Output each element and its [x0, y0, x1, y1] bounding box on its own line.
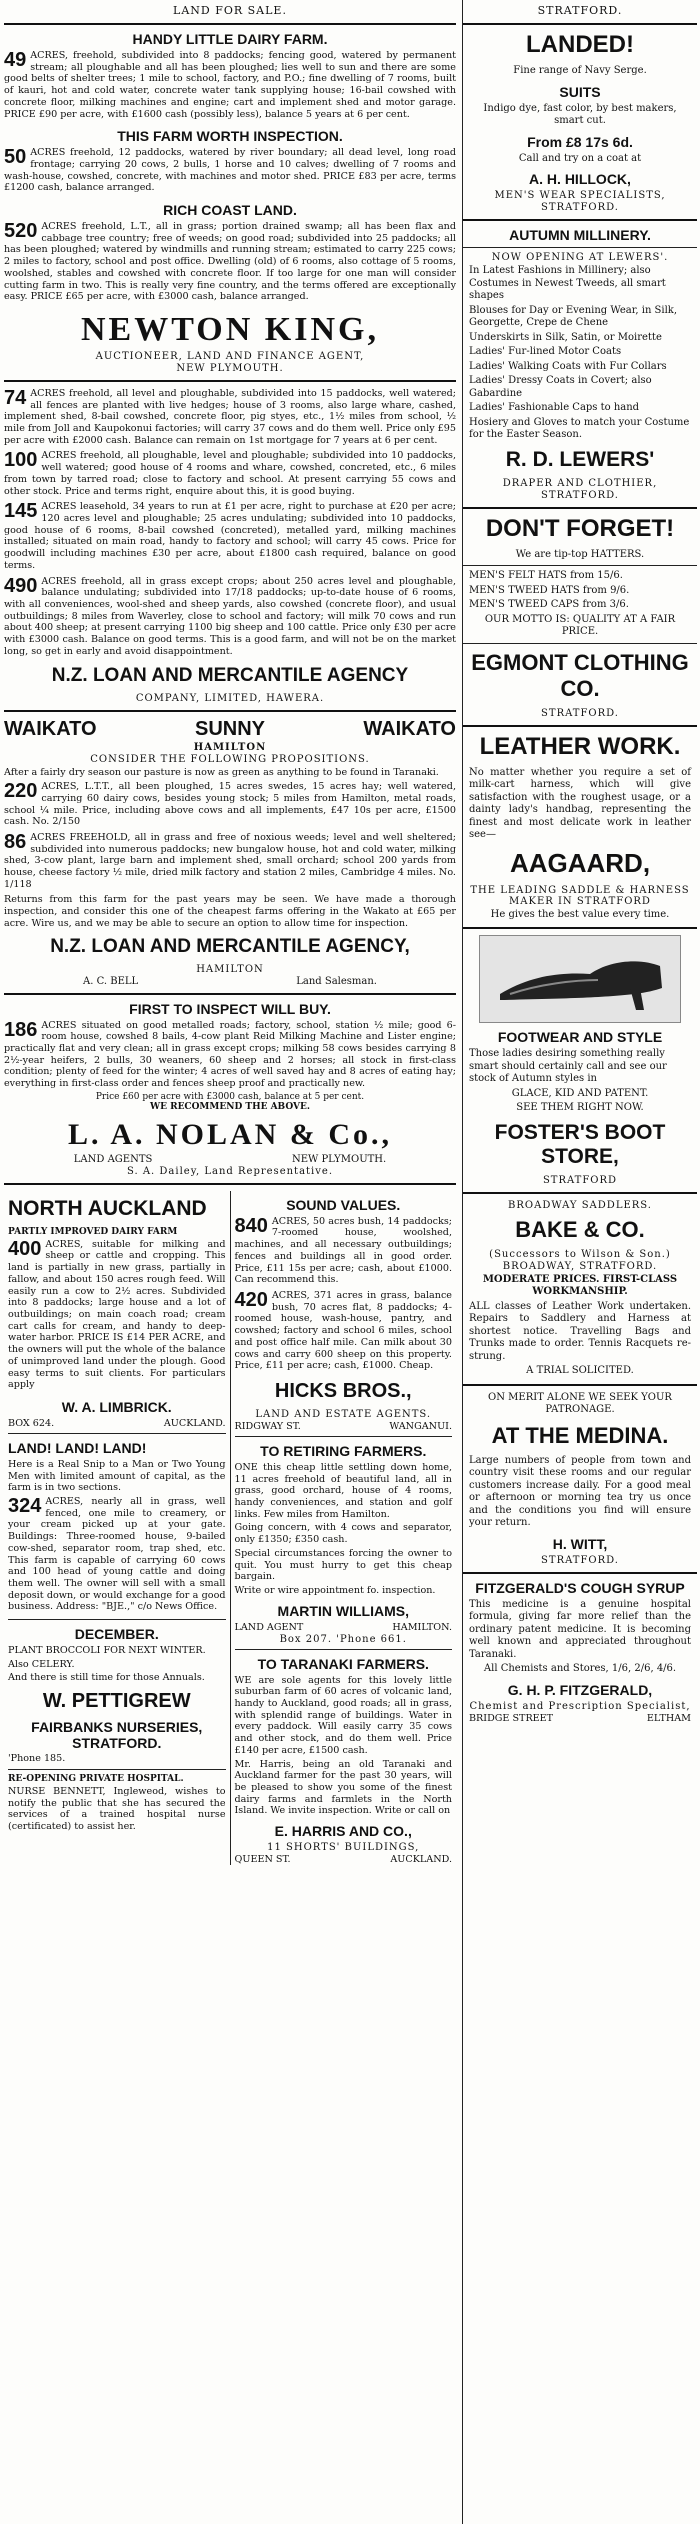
sunny-word: SUNNY: [194, 718, 265, 741]
acre-number: 86: [4, 830, 27, 853]
nolan-agents: LAND AGENTS: [73, 1153, 153, 1165]
witt-name: H. WITT,: [552, 1535, 608, 1552]
hicks-addr: RIDGWAY ST.: [234, 1420, 301, 1432]
retiring-title: TO RETIRING FARMERS.: [260, 1442, 427, 1459]
autumn-title: AUTUMN MILLINERY.: [509, 227, 651, 243]
column-header: LAND FOR SALE.: [173, 4, 287, 17]
waikato-outro: Returns from this farm for the past years may be seen. We have made a thorough inspection, and consider this one of the cheapest farms offering in the Wakato at £65 per acre. Wire us, and we may be able to secure an option to allow time for inspection.: [4, 894, 456, 929]
foster-ad: [463, 935, 697, 1186]
footwear-text: Those ladies desiring something really smart should certainly call and see our stock of Autumn styles in: [469, 1048, 667, 1084]
acre-number: 400: [8, 1237, 42, 1260]
taranaki-text: WE are sole agents for this lovely little suburban farm of 60 acres of volcanic land, handy to Auckland, good roads; all in grass, with splendid range of buildings. Water in every paddock. Will easily carry 35 cows and other stock, and do them well. Price £140 per acre, £1500 cash.: [234, 1674, 452, 1756]
autumn-line: In Latest Fashions in Millinery; also Costumes in Newest Tweeds, all smart shapes: [469, 265, 666, 301]
landed-line-3: Call and try on a coat at: [518, 152, 642, 164]
limbrick-city: AUCKLAND.: [163, 1417, 226, 1429]
bake-text: ALL classes of Leather Work undertaken. Repairs to Saddlery and Harness at shortest notice. Travelling Bags and Trunks made to order. Tennis Racquets re-strung.: [469, 1300, 691, 1362]
fitzgerald-street: BRIDGE STREET: [469, 1712, 554, 1724]
retiring-text: ONE this cheap little settling down home, 11 acres freehold of beautiful land, all in grass, good orchard, house of 4 rooms, handy conveniences, and station and golf links. Few miles from Hamilton.: [234, 1461, 452, 1520]
lewers-town: STRATFORD.: [541, 489, 619, 501]
harris-street: QUEEN ST.: [234, 1854, 291, 1866]
hillock-ad: [463, 31, 697, 213]
acre-number: 186: [4, 1018, 38, 1041]
harris-city: AUCKLAND.: [390, 1854, 452, 1866]
pettigrew-name: W. PETTIGREW: [42, 1690, 191, 1713]
hospital-text: NURSE BENNETT, Ingleweod, wishes to notify the public that she has secured the services of a trained hospital nurse (certificated) to assist her.: [8, 1785, 226, 1832]
autumn-line: Ladies' Fashionable Caps to hand: [469, 402, 640, 413]
aagaard-sub: THE LEADING SADDLE & HARNESS MAKER IN STRATFORD: [470, 884, 690, 907]
ad-text: ACRES freehold, all ploughable, level and ploughable; subdivided into 10 paddocks, well watered; good house of 4 rooms and whare, cowshed, concreted, etc., 6 miles from town by tarred road; close to factory and school. At present carrying 55 cows and other stock. Price and terms right, enquire about this, it is good buying.: [4, 450, 456, 497]
ad-title: RICH COAST LAND.: [163, 202, 297, 219]
medina-title: AT THE MEDINA.: [491, 1422, 669, 1448]
hillock-sub: MEN'S WEAR SPECIALISTS,: [494, 190, 666, 201]
autumn-line: Hosiery and Gloves to match your Costume for the Easter Season.: [469, 416, 690, 440]
lewers-ad: [463, 227, 697, 501]
bottom-grid: [4, 1191, 456, 1865]
ad-text: ACRES leasehold, 34 years to run at £1 per acre, right to purchase at £20 per acre; 120 acres level and ploughable; 25 acres undulating; subdivided into 10 paddocks, good house of 6 rooms, 8-bail cowshed (concreted), metalled yard, milking machines installed; situated on main road, handy to factory and school; will carry 45 cows. Price for goodwill including machines £30 per acre, about £1800 cash required, balance on good terms.: [4, 501, 456, 571]
ad-text: ACRES freehold, all level and ploughable, subdivided into 15 paddocks, well watered; all fences are planted with live hedges; house of 3 rooms, also large whare, cashed, implement shed, 8-bail cowshed, concrete floor, pig styes, etc., 1½ miles from school, ½ mile from Joll and Kaupokonui factories; will carry 37 cows and do them well. Price only £95 per acre with £2000 cash. Balance can remain on 1st mortgage for 7 years at 6 per cent.: [4, 387, 456, 446]
ad-text: ACRES, freehold, subdivided into 8 paddocks; fencing good, watered by permanent stream; all ploughable and all has been ploughed; lies well to sun and there are some good belts of shelter trees; 1 mile to school, factory, and P.O.; fine dwelling of 7 rooms, built of kauri, hot and cold water, concrete water tank supplying house; 16-bail cowshed with concrete floor, milking machines and engine; cart and implement shed and motor garage. PRICE £90 per acre, with £1600 cash (possibly less), balance 5 years at 6 per cent.: [4, 50, 456, 120]
acre-number: 49: [4, 49, 27, 71]
cough-line-1: All Chemists and Stores, 1/6, 2/6, 4/6.: [483, 1663, 677, 1674]
waikato-ad: [4, 718, 456, 986]
landed-line-1: Fine range of Navy Serge.: [513, 65, 647, 76]
bake-address: BROADWAY, STRATFORD.: [502, 1260, 658, 1272]
acre-number: 324: [8, 1495, 42, 1518]
taranaki-text-2: Mr. Harris, being an old Taranaki and Auckland farmer for the past 30 years, will be pleased to show you some of the finest dairy farms and farmlets in the North Island. We invite inspection. Write or call on: [234, 1758, 452, 1817]
hospital-title: RE-OPENING PRIVATE HOSPITAL.: [8, 1773, 184, 1784]
ad-title: THIS FARM WORTH INSPECTION.: [117, 128, 343, 145]
december-line-1: PLANT BROCCOLI FOR NEXT WINTER.: [8, 1645, 206, 1657]
footwear-line-1: GLACE, KID AND PATENT.: [511, 1087, 649, 1099]
harris-name: E. HARRIS AND CO.,: [274, 1823, 412, 1840]
forget-line-1: We are tip-top HATTERS.: [515, 548, 645, 560]
medina-top: ON MERIT ALONE WE SEEK YOUR PATRONAGE.: [488, 1391, 672, 1415]
forget-line-5: OUR MOTTO IS: QUALITY AT A FAIR PRICE.: [484, 613, 676, 637]
williams-agent: LAND AGENT: [234, 1621, 304, 1633]
nolan-name: L. A. NOLAN & Co.,: [67, 1117, 392, 1151]
cough-text: This medicine is a genuine hospital formula, giving far more relief than the ordinary patent medicine. It is becoming well known and appreciated throughout Taranaki.: [469, 1598, 691, 1660]
newton-king-town: NEW PLYMOUTH.: [176, 362, 284, 374]
landed-title: LANDED!: [526, 31, 634, 58]
nolan-ad: [4, 1001, 456, 1177]
ad-text: ACRES, L.T.T., all been ploughed, 15 acres swedes, 15 acres hay; well watered, carrying 60 dairy cows, besides young stock; 5 miles from Hamilton, metal roads, school ¼ mile. Price, including above cows and all implements, £47 10s per acre, £1500 cash. No. 2/150: [4, 781, 456, 828]
foster-name: FOSTER'S BOOT STORE,: [494, 1120, 666, 1168]
farm-ad-inspection: [4, 128, 456, 196]
ad-text: ACRES situated on good metalled roads; factory, school, station ½ mile; good 6-room house, cowshed 8 bails, 4-cow plant Reid Milking Machine and Lister engine; practically flat and very clean; all in grass except crops; milking 58 cows besides carrying 8 2½-year heifers, 2 bulls, 30 weaners, 60 sheep and 2 horses; all stock in first-class condition; plenty of feed for the winter; 4 acres of well saved hay and 8 acres of eating hay; everything in first-class order and fences sheep proof and practically new.: [4, 1019, 456, 1090]
north-auckland-sub: PARTLY IMPROVED DAIRY FARM: [8, 1226, 178, 1237]
retiring-text-3: Special circumstances forcing the owner to quit. You must hurry to get this cheap bargain.: [234, 1547, 452, 1583]
pettigrew-town: STRATFORD.: [72, 1735, 162, 1752]
acre-number: 840: [234, 1214, 268, 1237]
farm-ad-coast-land: [4, 202, 456, 305]
hicks-name: HICKS BROS.,: [274, 1379, 412, 1402]
column-header: STRATFORD.: [537, 4, 623, 17]
grid-col-left: [4, 1191, 230, 1865]
autumn-line: Blouses for Day or Evening Wear, in Silk, Georgette, Crepe de Chene: [469, 304, 678, 328]
ad-title: HANDY LITTLE DAIRY FARM.: [132, 31, 328, 47]
forget-line-2: MEN'S FELT HATS from 15/6.: [469, 570, 623, 581]
newton-king-name: NEWTON KING,: [81, 310, 379, 348]
nolan-town: NEW PLYMOUTH.: [291, 1153, 387, 1165]
ad-text: ACRES, 371 acres in grass, balance bush, 70 acres flat, 8 paddocks; 4-roomed house, wash-house, pantry, and cowshed; factory and school 6 miles, school and post office half mile. Can milk about 30 cows and carry 600 sheep on this property. Price, £11 per acre; cash, £1000. Cheap.: [234, 1290, 452, 1372]
waikato-intro: After a fairly dry season our pasture is now as green as anything to be found in Taranaki.: [4, 767, 439, 779]
lewers-name: R. D. LEWERS': [505, 447, 655, 471]
autumn-line: Underskirts in Silk, Satin, or Moirette: [469, 331, 662, 343]
agency-name: N.Z. LOAN AND MERCANTILE AGENCY,: [50, 935, 410, 957]
december-line-2: Also CELERY.: [8, 1658, 75, 1670]
forget-line-4: MEN'S TWEED CAPS from 3/6.: [469, 599, 629, 610]
egmont-name: EGMONT CLOTHING CO.: [471, 649, 689, 701]
nolan-rep: S. A. Dailey, Land Representative.: [126, 1165, 333, 1177]
agent-name: A. C. BELL: [83, 975, 139, 987]
acre-number: 145: [4, 500, 38, 523]
forget-line-3: MEN'S TWEED HATS from 9/6.: [469, 584, 630, 596]
pettigrew-phone: 'Phone 185.: [8, 1753, 66, 1765]
leather-title: LEATHER WORK.: [479, 732, 681, 760]
hillock-town: STRATFORD.: [541, 202, 619, 213]
hicks-sub: LAND AND ESTATE AGENTS.: [255, 1408, 432, 1420]
retiring-text-2: Going concern, with 4 cows and separator, only £1350; £350 cash.: [234, 1522, 452, 1546]
acre-number: 50: [4, 146, 27, 169]
agency-company: COMPANY, LIMITED, HAWERA.: [135, 693, 325, 705]
december-line-3: And there is still time for those Annuals.: [8, 1672, 205, 1684]
fitzgerald-name: G. H. P. FITZGERALD,: [507, 1681, 653, 1698]
suits-title: SUITS: [559, 83, 601, 100]
ad-text: ACRES FREEHOLD, all in grass and free of noxious weeds; level and well sheltered; subdivided into numerous paddocks; new bungalow house, hot and cold water, milking shed, 3-cow plant, large barn and implement shed, small orchard; school 200 yards from house, cheese factory ½ mile, dried milk factory and station 2 miles, Cambridge 4 miles. No. 1/118: [4, 831, 456, 890]
shoe-icon: [480, 936, 680, 1022]
bake-ad: [463, 1200, 697, 1378]
cough-title: FITZGERALD'S COUGH SYRUP: [475, 1579, 685, 1596]
footwear-title: FOOTWEAR AND STYLE: [497, 1029, 663, 1045]
acre-number: 100: [4, 449, 38, 472]
hicks-city: WANGANUI.: [389, 1420, 452, 1432]
waikato-word-1: WAIKATO: [4, 718, 97, 741]
autumn-open: NOW OPENING AT LEWERS'.: [491, 252, 669, 263]
ad-text: ACRES, nearly all in grass, well fenced, one mile to creamery, or your cream picked up at your gate. Buildings: Three-roomed house, 9-bailed cow-shed, separator room, trap shed, etc. This farm is capable of carrying 60 cows and 100 head of young cattle and doing them well. The owner will sell with a small deposit down, or would exchange for a good business. Address: "BJE.," c/o News Office.: [8, 1496, 226, 1613]
retiring-text-4: Write or wire appointment fo. inspection.: [234, 1584, 436, 1596]
ad-text: ACRES, 50 acres bush, 14 paddocks; 7-roomed house, woolshed, machines, and all necessary outbuildings; fences and buildings all in good order. Price, £11 15s per acre; cash, about £1000. Can recommend this.: [234, 1215, 452, 1286]
autumn-line: Ladies' Walking Coats with Fur Collars: [469, 360, 667, 372]
egmont-town: STRATFORD.: [541, 707, 619, 719]
ad-text: ACRES freehold, L.T., all in grass; portion drained swamp; all has been flax and cabbage tree country; free of weeds; on good road; subdivided into 25 paddocks; all has been ploughed; watered by windmills and running stream; estimated to carry 225 cows; 2 miles to factory, school and post office. Dwelling (old) of 6 rooms, also cottage of 5 rooms, woolshed, stables and cowshed with concrete floor. If too large for one man will consider cutting farm in two. This is really very fine country, and the terms offered are exceptionally easy. PRICE £65 per acre, with £3000 cash, balance arranged.: [4, 221, 456, 303]
fitzgerald-town: ELTHAM: [646, 1712, 691, 1724]
price-line: Price £60 per acre with £3000 cash, balance at 5 per cent.: [95, 1091, 365, 1102]
lewers-sub: DRAPER AND CLOTHIER,: [502, 477, 658, 489]
bake-line-1: MODERATE PRICES. FIRST-CLASS WORKMANSHIP.: [482, 1273, 678, 1297]
medina-ad: [463, 1392, 697, 1566]
land-for-sale-column: [4, 0, 456, 2524]
acre-number: 74: [4, 386, 27, 409]
grid-col-right: [230, 1191, 457, 1865]
landed-line-2: Indigo dye, fast color, by best makers, smart cut.: [483, 102, 677, 126]
north-auckland-title: NORTH AUCKLAND: [8, 1196, 207, 1220]
agent-role: Land Salesman.: [296, 975, 377, 987]
williams-city: HAMILTON.: [392, 1621, 452, 1633]
autumn-line: Ladies' Fur-lined Motor Coats: [469, 346, 622, 357]
hillock-name: A. H. HILLOCK,: [529, 171, 631, 187]
waikato-town: HAMILTON: [193, 742, 267, 754]
waikato-word-2: WAIKATO: [363, 718, 456, 741]
bake-top: BROADWAY SADDLERS.: [508, 1199, 652, 1211]
footwear-line-2: SEE THEM RIGHT NOW.: [516, 1102, 644, 1113]
landed-price: From £8 17s 6d.: [527, 133, 633, 150]
fitzgerald-sub: Chemist and Prescription Specialist,: [469, 1700, 691, 1712]
farm-ad-handy-dairy: [4, 31, 456, 122]
limbrick-box: BOX 624.: [8, 1417, 55, 1429]
bake-line-2: A TRIAL SOLICITED.: [526, 1365, 634, 1376]
shoe-illustration: [479, 935, 681, 1023]
land-title: LAND! LAND! LAND!: [8, 1439, 147, 1456]
acre-number: 490: [4, 574, 38, 597]
newton-king-sub: AUCTIONEER, LAND AND FINANCE AGENT,: [95, 350, 365, 362]
medina-text: Large numbers of people from town and country visit these rooms and our regular customers increase daily. For a good meal or afternoon or morning tea try us once and the conditions you find will ensure your return.: [469, 1454, 691, 1528]
ad-title: FIRST TO INSPECT WILL BUY.: [129, 1000, 331, 1017]
autumn-line: Ladies' Dressy Coats in Covert; also Gabardine: [469, 375, 652, 399]
nz-loan-hawera-ad: [4, 388, 456, 704]
acre-number: 520: [4, 220, 38, 243]
pettigrew-nurseries: FAIRBANKS NURSERIES,: [31, 1719, 203, 1736]
agency-town: HAMILTON: [196, 963, 264, 975]
aagaard-line: He gives the best value every time.: [490, 908, 670, 920]
ad-text: ACRES freehold, 12 paddocks, watered by river boundary; all dead level, long road frontage; carrying 20 cows, 2 bulls, 1 horse and 10 calves; dwelling of 7 rooms and wash-house, cowshed, concrete, with machines and motor shed. PRICE £83 per acre, terms £1200 cash, balance arranged.: [4, 147, 456, 194]
bake-successors: (Successors to Wilson & Son.): [489, 1248, 671, 1260]
december-title: DECEMBER.: [74, 1626, 159, 1643]
ad-text: ACRES freehold, all in grass except crops; about 250 acres level and ploughable, balance undulating; subdivided into 17/18 paddocks; up-to-date house of 6 rooms, with all conveniences, wool-shed and sheep yards, also cowshed (concrete floor), and usual outbuildings; 8 miles from Waverley, close to school and factory; will milk 70 cows and run about 400 sheep; at present carrying 1100 big sheep and 100 cattle. Price only £30 per acre with £3000 cash. Balance on good terms. This is a good farm, and will not be on the market long, so get in early and avoid disappointment.: [4, 575, 456, 657]
aagaard-ad: [463, 733, 697, 922]
leather-text: No matter whether you require a set of milk-cart harness, which will give satisfaction with the roughest usage, or a dainty lady's handbag, representing the finest and most delicate work in leather see—: [469, 766, 691, 840]
bake-name: BAKE & CO.: [515, 1216, 645, 1242]
taranaki-title: TO TARANAKI FARMERS.: [257, 1655, 429, 1672]
egmont-ad: [463, 515, 697, 719]
stratford-column: [462, 0, 697, 2524]
fitzgerald-ad: [463, 1580, 697, 1724]
acre-number: 220: [4, 780, 38, 803]
williams-box: Box 207. 'Phone 661.: [279, 1633, 407, 1645]
foster-town: STRATFORD: [542, 1174, 618, 1186]
limbrick-name: W. A. LIMBRICK.: [61, 1398, 172, 1415]
agency-name: N.Z. LOAN AND MERCANTILE AGENCY: [51, 665, 409, 687]
williams-name: MARTIN WILLIAMS,: [277, 1602, 409, 1619]
forget-title: DON'T FORGET!: [485, 514, 675, 542]
sound-values-title: SOUND VALUES.: [286, 1196, 401, 1213]
acre-number: 420: [234, 1289, 268, 1311]
aagaard-name: AAGAARD,: [509, 847, 651, 878]
ad-text: ACRES, suitable for milking and sheep or cattle and cropping. This land is partially in new grass, partially in fallow, and about 150 acres rough feed. Will easily run a cow to 2½ acres. Subdivided into 8 paddocks; large house and a lot of outbuildings; on main coach road; cream cart calls for cream, and handy to deep-water harbor. PRICE IS £14 PER ACRE, and the owners will put the whole of the balance of unimproved land under the plough. Good easy terms to suit clients. For particulars apply: [8, 1238, 226, 1391]
witt-town: STRATFORD.: [541, 1554, 619, 1566]
harris-addr: 11 SHORTS' BUILDINGS,: [267, 1842, 420, 1854]
recommend-line: WE RECOMMEND THE ABOVE.: [149, 1101, 310, 1112]
land-intro: Here is a Real Snip to a Man or Two Young Men with limited amount of capital, as the farm is in two sections.: [8, 1458, 226, 1494]
consider-line: CONSIDER THE FOLLOWING PROPOSITIONS.: [90, 754, 370, 766]
